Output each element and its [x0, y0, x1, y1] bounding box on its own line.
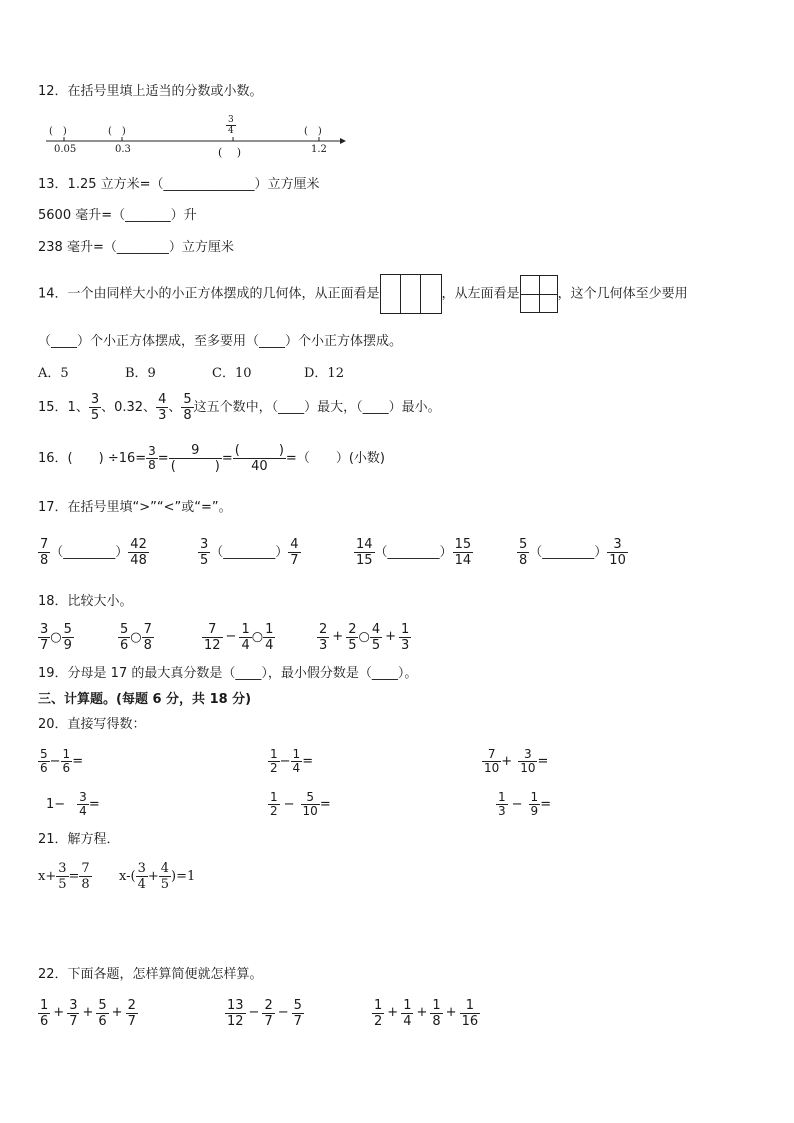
answer-blank-litre[interactable]: _______	[125, 208, 171, 223]
operator: +	[387, 1005, 399, 1020]
tick-label-0-05: 0.05	[54, 144, 77, 155]
fraction-9-blank: 9 ( )	[170, 443, 220, 474]
answer-blank-cm3[interactable]: ______________	[163, 177, 255, 192]
q20-item-3: $\frac{7}{10}$ + $\frac{3}{10}$ =	[484, 747, 549, 775]
fraction: $\frac{2}{7}$	[127, 997, 136, 1029]
q20-item-4: 1− $\frac{3}{4}$ =	[46, 790, 100, 818]
q20-text: 20．直接写得数：	[38, 717, 146, 732]
q21-eq-2: x-( $\frac{3}{4}$ + $\frac{4}{5}$ )=1	[119, 861, 196, 892]
fraction: $\frac{13}{12}$	[227, 997, 244, 1029]
q20-item-5: $\frac{1}{2}$ − $\frac{5}{10}$ =	[270, 790, 331, 818]
fraction: $\frac{1}{4}$	[403, 997, 412, 1029]
q12-text: 12．在括号里填上适当的分数或小数。	[38, 84, 263, 99]
q17-item-4: $\frac{5}{8}$ （________） $\frac{3}{10}$	[519, 537, 626, 568]
compare-circle-1[interactable]: ○	[50, 629, 62, 645]
q17-item-2: $\frac{3}{5}$ （________） $\frac{4}{7}$	[200, 537, 299, 568]
q22-expr-2	[225, 993, 304, 1034]
blank-below[interactable]: ( )	[218, 146, 242, 159]
q19-text: 19．分母是 17 的最大真分数是（____），最小假分数是（____）。	[38, 666, 418, 681]
compare-blank-1[interactable]: （________）	[50, 545, 129, 560]
fraction: $\frac{1}{8}$	[432, 997, 441, 1029]
operator: +	[82, 1005, 94, 1020]
q13-line1: 13．1.25 立方米=（______________）立方厘米	[38, 177, 320, 192]
fraction: $\frac{1}{6}$	[40, 997, 49, 1029]
operator: +	[111, 1005, 123, 1020]
q16-line: 16．( ) ÷16= $\frac{3}{8}$ = 9 ( ) = ( ) 40 =（ ）(小数)	[38, 443, 385, 474]
compare-circle-3[interactable]: ○	[251, 629, 264, 645]
q21-eq-1: x+ $\frac{3}{5}$ = $\frac{7}{8}$	[38, 861, 90, 892]
q20-item-2: $\frac{1}{2}$ − $\frac{1}{4}$ =	[270, 747, 314, 775]
q18-expr-4: $\frac{2}{3}$ + $\frac{2}{5}$ ○ $\frac{4}{5}$ + $\frac{1}{3}$	[319, 621, 410, 653]
q17-item-1: $\frac{7}{8}$ （________） $\frac{42}{48}$	[40, 537, 147, 568]
fraction-3-5: $\frac{3}{5}$	[90, 392, 100, 423]
blank-above-3[interactable]: ( )	[304, 126, 322, 137]
operator: −	[248, 1005, 260, 1020]
q22-expr-3	[372, 993, 480, 1034]
q18-row	[38, 617, 411, 658]
q14-options	[38, 366, 344, 382]
compare-blank-4[interactable]: （________）	[529, 545, 608, 560]
q18-text: 18．比较大小。	[38, 594, 133, 609]
q13-line2: 5600 毫升=（_______）升	[38, 208, 197, 223]
option-b[interactable]: B．9	[125, 366, 156, 381]
fraction: $\frac{1}{16}$	[461, 997, 479, 1029]
q13-line3: 238 毫升=（________）立方厘米	[38, 240, 234, 255]
compare-blank-2[interactable]: （________）	[210, 545, 289, 560]
q18-expr-1: $\frac{3}{7}$ ○ $\frac{5}{9}$	[40, 621, 72, 653]
q15-line: 15．1、 $\frac{3}{5}$ 、0.32、 $\frac{4}{3}$ 、 $\frac{5}{8}$ 这五个数中，（____）最大，（____）最小。	[38, 392, 441, 423]
compare-circle-2[interactable]: ○	[130, 629, 142, 645]
compare-circle-4[interactable]: ○	[358, 629, 370, 645]
answer-blank-cm3-2[interactable]: ________	[116, 240, 169, 255]
q18-expr-3: $\frac{7}{12}$ − $\frac{1}{4}$ ○ $\frac{1}{4}$	[204, 621, 274, 653]
tick-label-0-3: 0.3	[115, 144, 131, 155]
q17-text: 17．在括号里填“>”“<”或“=”。	[38, 500, 232, 515]
operator: +	[445, 1005, 457, 1020]
operator: +	[53, 1005, 65, 1020]
option-d[interactable]: D．12	[304, 366, 344, 381]
blank-above-1[interactable]: ( )	[49, 126, 67, 137]
q18-expr-2: $\frac{5}{6}$ ○ $\frac{7}{8}$	[120, 621, 152, 653]
option-a[interactable]: A．5	[38, 366, 69, 381]
fraction: $\frac{5}{7}$	[293, 997, 302, 1029]
fraction-4-3: $\frac{4}{3}$	[158, 392, 167, 423]
fraction-5-8: $\frac{5}{8}$	[183, 392, 192, 423]
q17-row	[38, 533, 628, 573]
q20-item-1: $\frac{5}{6}$ − $\frac{1}{6}$ =	[40, 747, 84, 775]
q21-text: 21．解方程．	[38, 832, 120, 847]
q14-line2: （____）个小正方体摆成，至多要用（____）个小正方体摆成。	[38, 334, 403, 349]
compare-blank-3[interactable]: （________）	[374, 545, 453, 560]
fraction: $\frac{3}{7}$	[69, 997, 78, 1029]
left-view-figure	[520, 275, 558, 313]
q20-item-6: $\frac{1}{3}$ − $\frac{1}{9}$ =	[498, 790, 552, 818]
number-line	[40, 115, 350, 159]
q22-text: 22．下面各题，怎样算简便就怎样算。	[38, 967, 263, 982]
q17-item-3: $\frac{14}{15}$ （________） $\frac{15}{14}$	[356, 537, 472, 568]
blank-above-2[interactable]: ( )	[108, 126, 126, 137]
front-view-figure	[380, 274, 442, 314]
fraction: $\frac{5}{6}$	[98, 997, 107, 1029]
q14-line1: 14．一个由同样大小的小正方体摆成的几何体，从正面看是 ，从左面看是 ，这个几何体至少要用	[38, 274, 688, 315]
fraction-blank-40: ( ) 40	[234, 443, 284, 474]
operator: +	[416, 1005, 428, 1020]
fraction-3-8: $\frac{3}{8}$	[148, 444, 156, 472]
section-3-title: 三、计算题。(每题 6 分，共 18 分)	[38, 692, 252, 707]
fraction: $\frac{1}{2}$	[374, 997, 383, 1029]
tick-label-1-2: 1.2	[311, 144, 327, 155]
fraction: $\frac{2}{7}$	[264, 997, 273, 1029]
operator: −	[277, 1005, 289, 1020]
option-c[interactable]: C．10	[212, 366, 252, 381]
q22-expr-1	[38, 993, 138, 1034]
fraction-three-quarters: 3 4	[228, 115, 234, 136]
